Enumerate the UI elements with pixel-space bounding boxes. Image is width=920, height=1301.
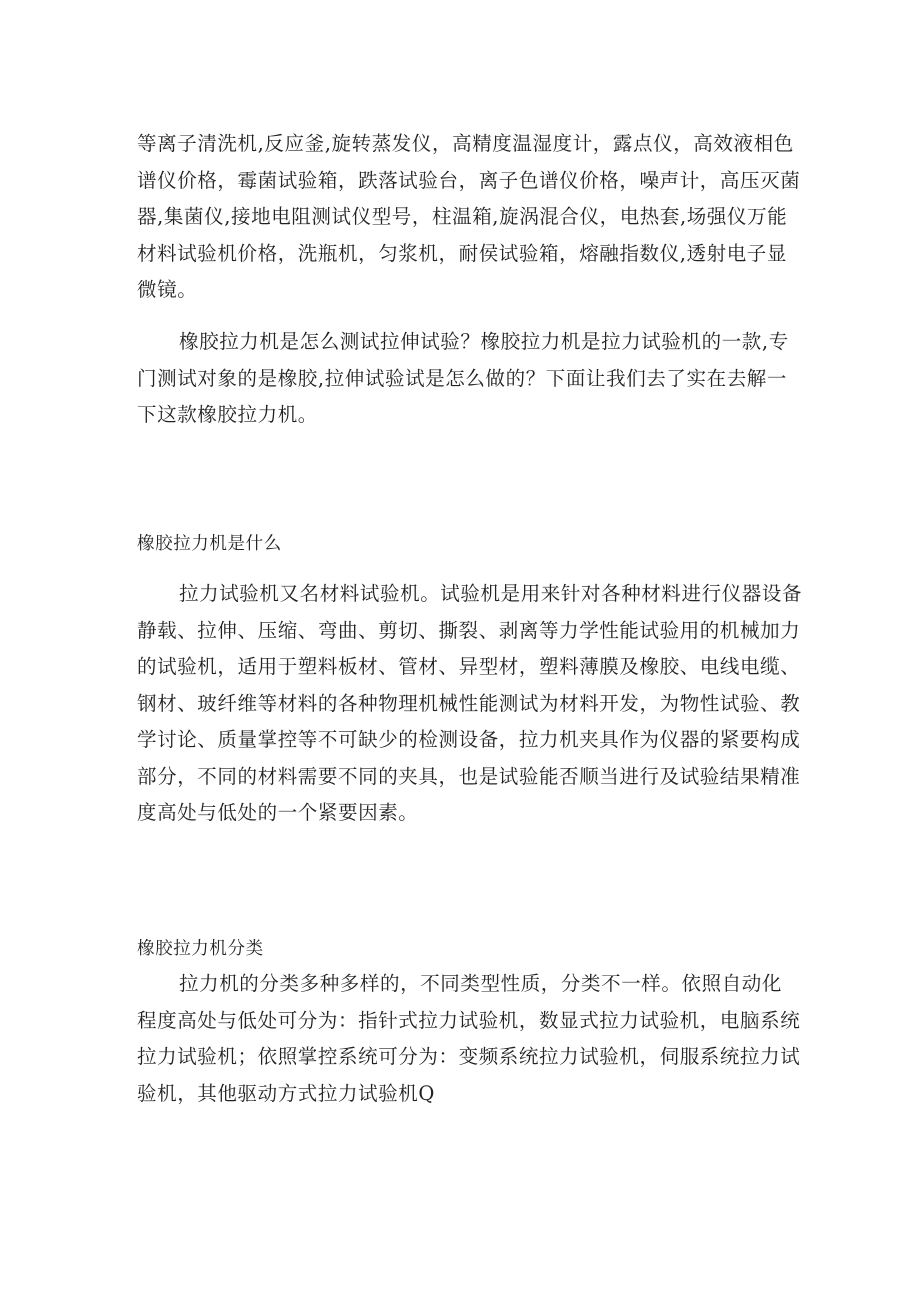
paragraph-line: 材料试验机价格，洗瓶机，匀浆机，耐侯试验箱，熔融指数仪,透射电子显 xyxy=(137,241,787,265)
paragraph-line: 下这款橡胶拉力机。 xyxy=(137,403,318,426)
paragraph-line: 程度高处与低处可分为：指针式拉力试验机，数显式拉力试验机，电脑系统 xyxy=(137,1008,801,1032)
paragraph-line: 拉力机的分类多种多样的，不同类型性质，分类不一样。依照自动化 xyxy=(179,972,783,995)
paragraph-line: 拉力试验机；依照掌控系统可分为：变频系统拉力试验机，伺服系统拉力试 xyxy=(137,1045,801,1068)
paragraph-classification xyxy=(137,966,801,1112)
paragraph-line: 度高处与低处的一个紧要因素。 xyxy=(137,801,419,824)
paragraph-line: 静载、拉伸、压缩、弯曲、剪切、撕裂、剥离等力学性能试验用的机械加力 xyxy=(137,618,801,642)
paragraph-line: 微镜。 xyxy=(137,278,198,301)
paragraph-line: 等离子清洗机,反应釜,旋转蒸发仪，高精度温湿度计，露点仪，高效液相色 xyxy=(137,132,794,155)
paragraph-line: 橡胶拉力机是怎么测试拉伸试验？橡胶拉力机是拉力试验机的一款,专 xyxy=(179,330,789,353)
paragraph-line: 器,集菌仪,接地电阻测试仪型号，柱温箱,旋涡混合仪，电热套,场强仪万能 xyxy=(137,205,788,228)
section-heading-what xyxy=(137,530,797,558)
paragraph-definition xyxy=(137,576,803,832)
paragraph-line: 部分，不同的材料需要不同的夹具，也是试验能否顺当进行及试验结果精准 xyxy=(137,764,801,788)
paragraph-intro xyxy=(137,324,797,434)
paragraph-line: 钢材、玻纤维等材料的各种物理机械性能测试为材料开发，为物性试验、教 xyxy=(137,691,801,715)
paragraph-line: 验机，其他驱动方式拉力试验机Q xyxy=(137,1081,435,1105)
paragraph-equipment-list xyxy=(137,126,801,309)
heading-text: 橡胶拉力机是什么 xyxy=(137,534,282,554)
paragraph-line: 门测试对象的是橡胶,拉伸试验试是怎么做的？下面让我们去了实在去解一 xyxy=(137,366,787,390)
heading-text: 橡胶拉力机分类 xyxy=(137,939,264,959)
section-heading-classification xyxy=(137,935,797,963)
paragraph-line: 的试验机，适用于塑料板材、管材、异型材，塑料薄膜及橡胶、电线电缆、 xyxy=(137,655,801,678)
paragraph-line: 学讨论、质量掌控等不可缺少的检测设备，拉力机夹具作为仪器的紧要构成 xyxy=(137,728,801,751)
paragraph-line: 谱仪价格，霉菌试验箱，跌落试验台，离子色谱仪价格，噪声计，高压灭菌 xyxy=(137,168,801,192)
paragraph-line: 拉力试验机又名材料试验机。试验机是用来针对各种材料进行仪器设备 xyxy=(179,582,803,605)
